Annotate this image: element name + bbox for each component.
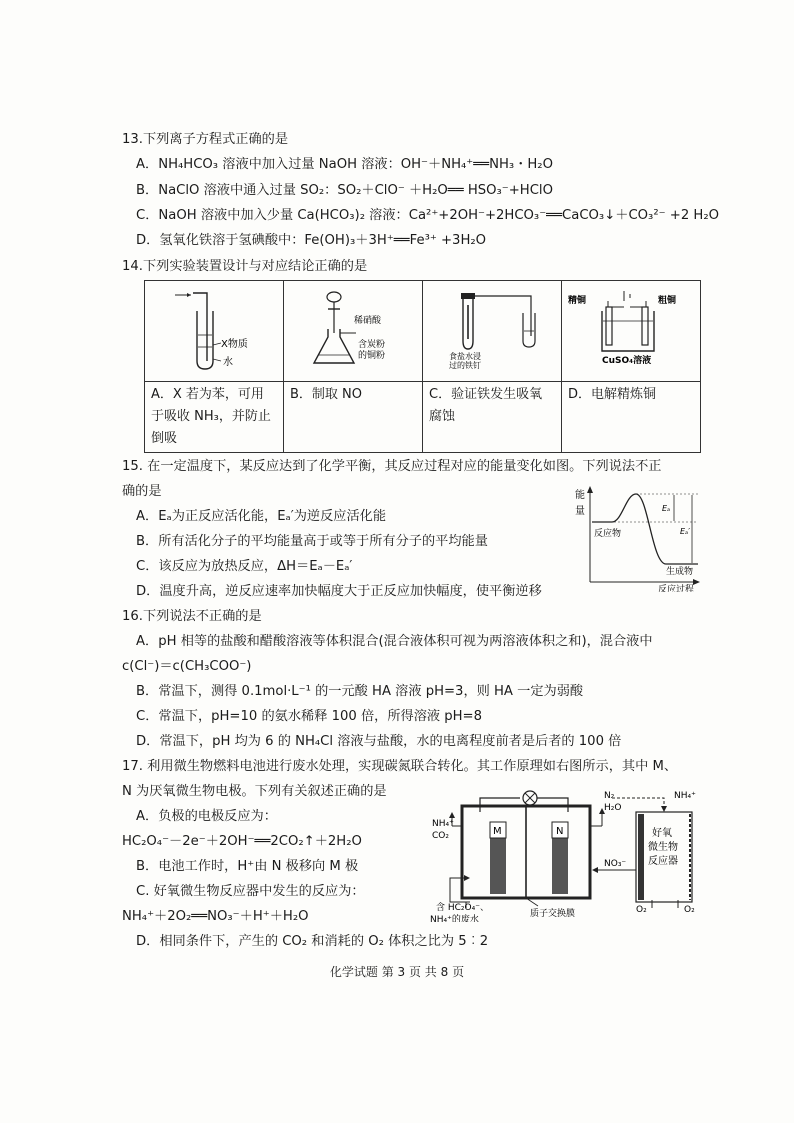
q17-stem-2: N 为厌氧微生物电极。下列有关叙述正确的是: [122, 784, 387, 799]
cuso4-label: CuSO₄溶液: [602, 356, 652, 366]
q17-option-c-line-2: NH₄⁺＋2O₂══NO₃⁻＋H⁺＋H₂O: [122, 909, 309, 924]
carbon-copper-label: 含炭粉: [358, 340, 386, 350]
q14-option-a: A．X 若为苯，可用 于吸收 NH₃，并防止 倒吸: [145, 382, 284, 453]
q13-option-d: D．氢氧化铁溶于氢碘酸中：Fe(OH)₃＋3H⁺══Fe³⁺ +3H₂O: [136, 233, 487, 248]
q16-option-d: D．常温下，pH 均为 6 的 NH₄Cl 溶液与盐酸，水的电离程度前者是后者的 100 倍: [136, 734, 622, 749]
q14-figure-a-cell: [145, 281, 284, 382]
no3-label: NO₃⁻: [604, 859, 627, 869]
reactor-label-3: 反应器: [648, 856, 678, 867]
x-substance-label: X物质: [221, 339, 248, 350]
energy-axis-label-2: 量: [575, 506, 585, 517]
copper-refining-apparatus: [562, 281, 700, 373]
q14-option-c: C．验证铁发生吸氧 腐蚀: [423, 382, 562, 453]
q17-stem-1: 17. 利用微生物燃料电池进行废水处理，实现碳氮联合转化。其工作原理如右图所示，其中 M、: [122, 759, 678, 774]
q15-stem-2: 确的是: [122, 484, 162, 499]
dilute-nitric-label: 稀硝酸: [354, 316, 382, 326]
q17-option-b: B．电池工作时，H⁺由 N 极移向 M 极: [136, 859, 359, 874]
reactor-nh4-label: NH₄⁺: [674, 791, 696, 801]
wastewater-label-2: NH₄⁺的废水: [430, 915, 479, 922]
q14-stem: 14.下列实验装置设计与对应结论正确的是: [122, 259, 368, 274]
carbon-copper-label-2: 的铜粉: [358, 351, 386, 361]
product-label: 生成物: [666, 567, 694, 577]
reactor-label-1: 好氧: [652, 828, 672, 839]
q16-option-a-line-2: c(Cl⁻)＝c(CH₃COO⁻): [122, 659, 252, 674]
iron-corrosion-apparatus: [423, 281, 561, 373]
o2-left-label: O₂: [636, 905, 647, 915]
q13-stem: 13.下列离子方程式正确的是: [122, 132, 289, 147]
energy-diagram: [574, 484, 702, 592]
q17-option-d: D．相同条件下，产生的 CO₂ 和消耗的 O₂ 体积之比为 5︰2: [136, 934, 489, 949]
energy-axis-label-1: 能: [575, 490, 585, 501]
q13-option-b: B．NaClO 溶液中通入过量 SO₂：SO₂＋ClO⁻ ＋H₂O══ HSO₃⁻+HClO: [136, 183, 553, 198]
q16-option-b: B．常温下，测得 0.1mol·L⁻¹ 的一元酸 HA 溶液 pH=3，则 HA 一定为弱酸: [136, 684, 584, 699]
q14-figure-b-cell: [284, 281, 423, 382]
o2-right-label: O₂: [684, 905, 695, 915]
electrode-n-label: N: [556, 826, 564, 837]
q14-figure-c-cell: [423, 281, 562, 382]
salt-water-iron-label: 食盐水浸: [449, 352, 481, 361]
ea-prime-label: Eₐ′: [680, 527, 691, 536]
n2-label: N₂: [604, 791, 615, 801]
outlet-nh4-label: NH₄⁺: [432, 819, 454, 829]
q15-option-d: D．温度升高，逆反应速率加快幅度大于正反应加快幅度，使平衡逆移: [136, 584, 542, 599]
ea-label: Eₐ: [662, 504, 671, 513]
q16-option-a-line-1: A．pH 相等的盐酸和醋酸溶液等体积混合(混合液体积可视为两溶液体积之和)，混合液中: [136, 634, 653, 649]
pure-copper-label: 精铜: [568, 296, 587, 306]
q15-option-a: A．Eₐ为正反应活化能，Eₐ′为逆反应活化能: [136, 509, 387, 524]
q17-option-a-line-2: HC₂O₄⁻－2e⁻＋2OH⁻══2CO₂↑＋2H₂O: [122, 834, 362, 849]
ammonia-absorption-apparatus: [145, 281, 283, 373]
q15-stem-1: 15. 在一定温度下，某反应达到了化学平衡，其反应过程对应的能量变化如图。下列说法不正: [122, 459, 662, 474]
q14-option-d: D．电解精炼铜: [562, 382, 701, 453]
q14-figure-d-cell: [562, 281, 701, 382]
q17-option-a-line-1: A．负极的电极反应为：: [136, 809, 277, 824]
reactant-label: 反应物: [594, 529, 622, 539]
membrane-label: 质子交换膜: [530, 909, 576, 919]
wastewater-label-1: 含 HC₂O₄⁻、: [436, 903, 489, 913]
electrode-m-label: M: [493, 826, 502, 837]
q17-option-c-line-1: C. 好氧微生物反应器中发生的反应为：: [136, 884, 365, 899]
crude-copper-label: 粗铜: [658, 296, 677, 306]
q14-option-b: B．制取 NO: [284, 382, 423, 453]
q16-option-c: C．常温下，pH=10 的氨水稀释 100 倍，所得溶液 pH=8: [136, 709, 482, 724]
q15-option-c: C．该反应为放热反应，ΔH＝Eₐ－Eₐ′: [136, 559, 353, 574]
x-axis-label: 反应过程: [658, 585, 695, 592]
reactor-label-2: 微生物: [648, 842, 678, 853]
water-label: 水: [223, 357, 233, 368]
q14-table: [144, 280, 701, 453]
q16-stem: 16.下列说法不正确的是: [122, 609, 262, 624]
salt-water-iron-label-2: 过的铁钉: [449, 361, 481, 370]
q13-option-a: A．NH₄HCO₃ 溶液中加入过量 NaOH 溶液：OH⁻＋NH₄⁺══NH₃・H₂O: [136, 157, 553, 172]
fuel-cell-diagram: [426, 782, 700, 922]
q15-option-b: B．所有活化分子的平均能量高于或等于所有分子的平均能量: [136, 534, 488, 549]
h2o-label: H₂O: [604, 803, 622, 813]
q13-option-c: C．NaOH 溶液中加入少量 Ca(HCO₃)₂ 溶液：Ca²⁺+2OH⁻+2HCO₃⁻══CaCO₃↓＋CO₃²⁻ +2 H₂O: [136, 208, 719, 223]
no-preparation-apparatus: [284, 281, 422, 373]
outlet-co2-label: CO₂: [432, 831, 449, 841]
page-footer: 化学试题 第 3 页 共 8 页: [329, 965, 465, 979]
